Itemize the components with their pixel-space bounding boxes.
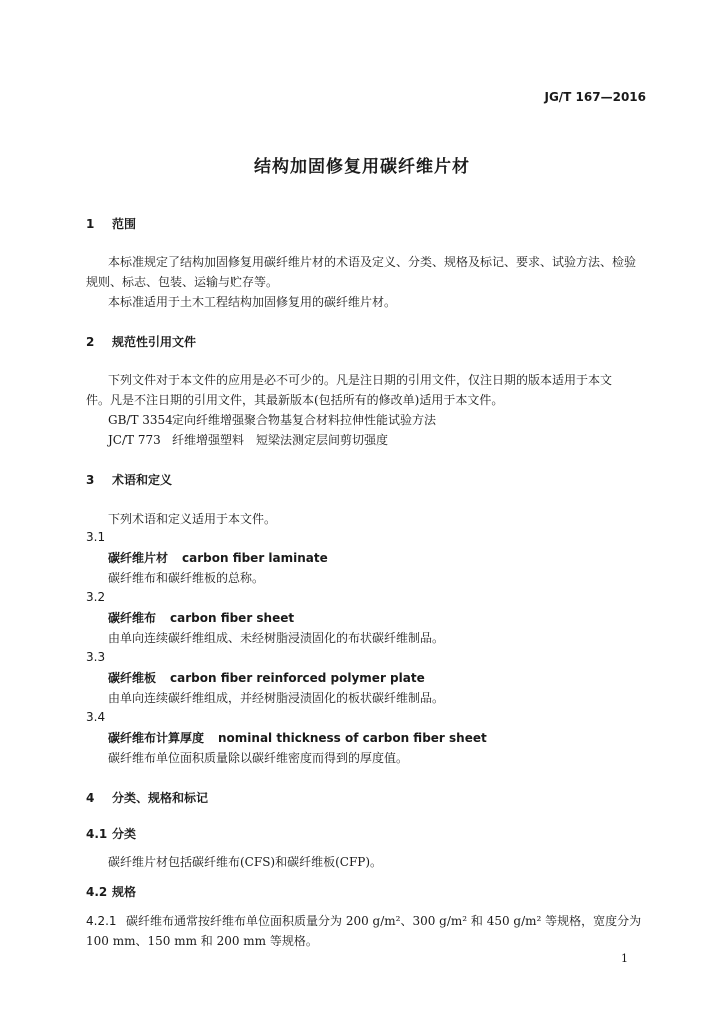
clause-4-2-1-line: [86, 912, 641, 929]
paragraph-line: 规则、标志、包装、运输与贮存等。: [86, 275, 279, 289]
term-entry: [108, 549, 328, 566]
paragraph-line: 本标准适用于土木工程结构加固修复用的碳纤维片材。: [108, 295, 397, 309]
page-number: 1: [621, 952, 628, 965]
section-3-heading: [86, 471, 172, 488]
section-number: 2: [86, 335, 95, 349]
section-number: 4: [86, 791, 95, 805]
term-entry: [108, 609, 294, 626]
term-entry: [108, 669, 425, 686]
subsection-4-2-heading: [86, 883, 136, 900]
reference-code: JC/T 773: [108, 433, 161, 447]
term-definition: 碳纤维布单位面积质量除以碳纤维密度而得到的厚度值。: [108, 751, 409, 765]
reference-item: [108, 431, 388, 448]
section-4-heading: [86, 789, 208, 806]
section-title: 分类、规格和标记: [112, 791, 209, 805]
standard-number: JG/T 167—2016: [544, 90, 646, 104]
clause-number: 3.4: [86, 710, 106, 724]
reference-title: 纤维增强塑料 短梁法测定层间剪切强度: [172, 433, 389, 447]
term-en: nominal thickness of carbon fiber sheet: [218, 731, 487, 745]
section-title: 术语和定义: [112, 473, 173, 487]
section-number: 3: [86, 473, 95, 487]
term-entry: [108, 729, 487, 746]
subsection-number: 4.1: [86, 827, 108, 841]
term-definition: 碳纤维布和碳纤维板的总称。: [108, 571, 265, 585]
paragraph-line: 件。凡是不注日期的引用文件，其最新版本(包括所有的修改单)适用于本文件。: [86, 393, 504, 407]
section-title: 范围: [112, 217, 137, 231]
reference-item: [108, 411, 436, 428]
term-zh: 碳纤维片材: [108, 551, 169, 565]
reference-code: GB/T 3354: [108, 413, 173, 427]
term-zh: 碳纤维板: [108, 671, 157, 685]
paragraph-line: 下列文件对于本文件的应用是必不可少的。凡是注日期的引用文件，仅注日期的版本适用于本文: [108, 373, 613, 387]
document-title: 结构加固修复用碳纤维片材: [254, 157, 470, 177]
subsection-title: 规格: [112, 885, 137, 899]
clause-number: 4.2.1: [86, 914, 117, 928]
clause-number: 3.3: [86, 650, 106, 664]
paragraph-line: 100 mm、150 mm 和 200 mm 等规格。: [86, 934, 318, 948]
clause-number: 3.2: [86, 590, 106, 604]
term-zh: 碳纤维布: [108, 611, 157, 625]
clause-number: 3.1: [86, 530, 106, 544]
term-definition: 由单向连续碳纤维组成，并经树脂浸渍固化的板状碳纤维制品。: [108, 691, 445, 705]
paragraph-line: 下列术语和定义适用于本文件。: [108, 512, 277, 526]
term-en: carbon fiber reinforced polymer plate: [170, 671, 425, 685]
subsection-title: 分类: [112, 827, 137, 841]
section-number: 1: [86, 217, 95, 231]
term-zh: 碳纤维布计算厚度: [108, 731, 205, 745]
term-en: carbon fiber laminate: [182, 551, 328, 565]
term-en: carbon fiber sheet: [170, 611, 295, 625]
section-title: 规范性引用文件: [112, 335, 197, 349]
term-definition: 由单向连续碳纤维组成、未经树脂浸渍固化的布状碳纤维制品。: [108, 631, 445, 645]
subsection-number: 4.2: [86, 885, 108, 899]
subsection-4-1-heading: [86, 825, 136, 842]
clause-text: 碳纤维布通常按纤维布单位面积质量分为 200 g/m²、300 g/m² 和 450 g/m² 等规格，宽度分为: [126, 914, 642, 928]
paragraph-line: 碳纤维片材包括碳纤维布(CFS)和碳纤维板(CFP)。: [108, 855, 383, 869]
section-1-heading: [86, 215, 136, 232]
paragraph-line: 本标准规定了结构加固修复用碳纤维片材的术语及定义、分类、规格及标记、要求、试验方法、检验: [108, 255, 637, 269]
section-2-heading: [86, 333, 196, 350]
reference-title: 定向纤维增强聚合物基复合材料拉伸性能试验方法: [172, 413, 437, 427]
